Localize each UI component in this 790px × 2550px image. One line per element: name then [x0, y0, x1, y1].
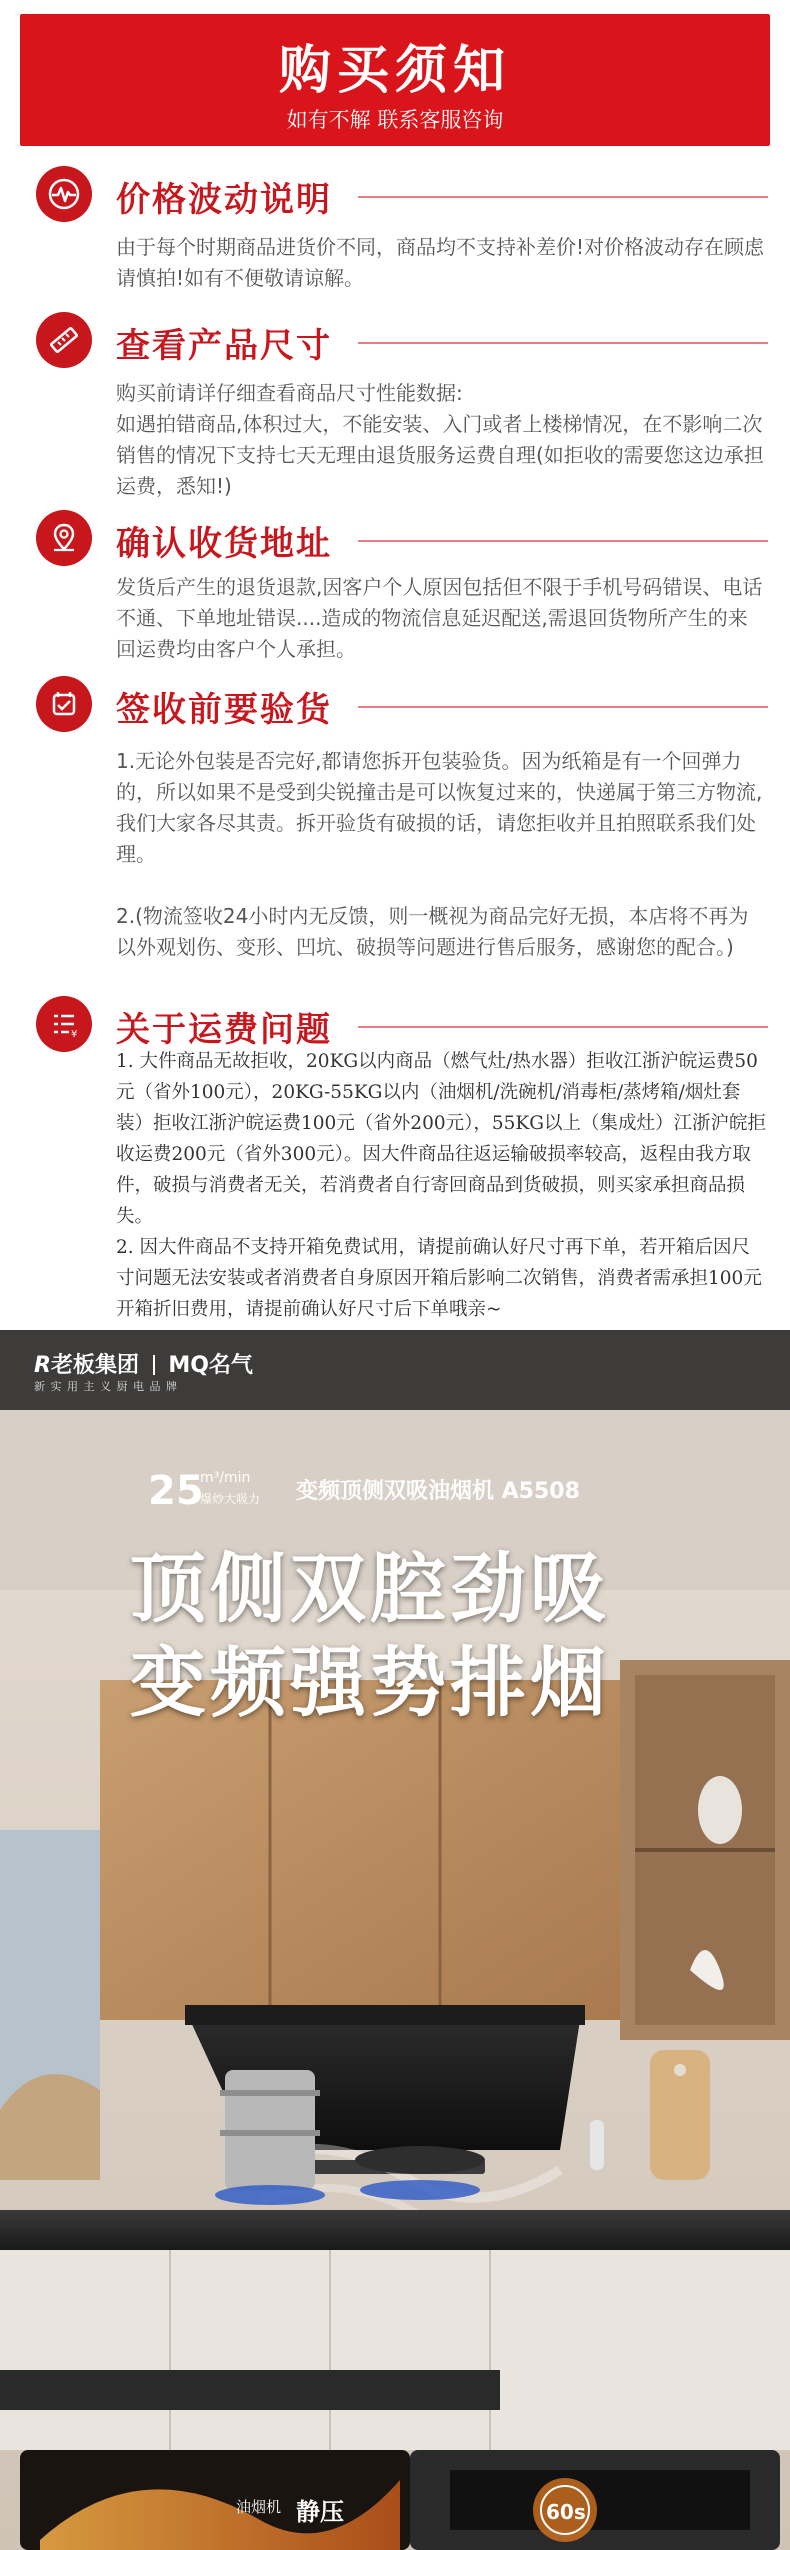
section-paragraph: 购买前请详仔细查看商品尺寸性能数据: [116, 381, 463, 405]
timer-value: 60s [546, 2500, 586, 2524]
badge-value: 静压 [296, 2498, 344, 2526]
brand-name: 老板集团 [50, 1353, 139, 1378]
section-paragraph: 1. 大件商品无故拒收，20KG以内商品（燃气灶/热水器）拒收江浙沪皖运费50元（省外100元），20KG-55KG以内（油烟机/洗碗机/消毒柜/蒸烤箱/烟灶套装）拒收江浙沪皖运费100元（省外200元），55KG以上（集成灶）江浙沪皖拒收运费200元（省外300元）。因大件商品往返运输破损率较高，返程由我方取件，破损与消费者无关，若消费者自行寄回商品到货破损，则买家承担商品损失。 [116, 1051, 767, 1227]
location-icon [36, 510, 92, 566]
divider-line [358, 196, 768, 198]
section-body [116, 1046, 766, 1325]
section-title: 签收前要验货 [116, 690, 332, 730]
notice-banner [0, 0, 790, 150]
divider-line [358, 540, 768, 542]
price-list-icon [36, 996, 92, 1052]
kitchen-scene-illustration [0, 1330, 790, 2550]
section-paragraph: 2. 因大件商品不支持开箱免费试用，请提前确认好尺寸再下单，若开箱后因尺寸问题无法安装或者消费者自身原因开箱后影响二次销售，消费者需承担100元开箱折旧费用，请提前确认好尺寸后下单哦亲~ [116, 1237, 762, 1320]
divider-line [358, 1026, 768, 1028]
product-hero-image [0, 1330, 790, 2550]
section-body [116, 232, 766, 294]
brand-slogan: 新 实 用 主 义 厨 电 品 牌 [34, 1380, 178, 1393]
section-paragraph: 1.无论外包装是否完好,都请您拆开包装验货。因为纸箱是有一个回弹力的，所以如果不是受到尖锐撞击是可以恢复过来的，快递属于第三方物流,我们大家各尽其责。拆开验货有破损的话，请您拒收并且拍照联系我们处理。 [116, 749, 763, 866]
svg-text:¥: ¥ [71, 1029, 78, 1040]
divider-line [358, 706, 768, 708]
headline-primary: 顶侧双腔劲吸 [130, 1544, 610, 1633]
checkbox-icon [36, 676, 92, 732]
section-body [116, 378, 766, 502]
banner-background [20, 14, 770, 146]
logo-divider [153, 1355, 155, 1375]
section-body [116, 746, 766, 963]
section-title: 价格波动说明 [116, 180, 332, 220]
divider-line [358, 342, 768, 344]
section-title: 关于运费问题 [116, 1010, 332, 1050]
section-paragraph: 2.(物流签收24小时内无反馈，则一概视为商品完好无损，本店将不再为以外观划伤、变形、凹坑、破损等问题进行售后服务，感谢您的配合。) [116, 904, 749, 959]
badge-label: 油烟机 [236, 2498, 282, 2516]
airflow-value: 25 [148, 1468, 204, 1514]
section-paragraph: 由于每个时期商品进货价不同，商品均不支持补差价!对价格波动存在顾虑请慎拍!如有不便敬请谅解。 [116, 235, 765, 290]
airflow-label: 爆炒大吸力 [200, 1492, 261, 1506]
headline-secondary: 变频强势排烟 [130, 1638, 610, 1727]
brand-logo: R老板集团 MQ名气 [34, 1353, 253, 1378]
sub-brand-name: MQ名气 [168, 1353, 253, 1378]
pulse-icon [36, 166, 92, 222]
section-paragraph: 发货后产生的退货退款,因客户个人原因包括但不限于手机号码错误、电话不通、下单地址错误....造成的物流信息延迟配送,需退回货物所产生的来回运费均由客户个人承担。 [116, 575, 763, 661]
ruler-icon [36, 312, 92, 368]
banner-subtitle: 如有不解 联系客服咨询 [286, 108, 504, 132]
product-model: 变频顶侧双吸油烟机 A5508 [296, 1479, 580, 1504]
banner-title: 购买须知 [278, 41, 511, 101]
section-title: 查看产品尺寸 [116, 326, 332, 366]
airflow-unit: m³/min [200, 1470, 251, 1486]
section-paragraph: 如遇拍错商品,体积过大，不能安装、入门或者上楼梯情况，在不影响二次销售的情况下支持七天无理由退货服务运费自理(如拒收的需要您这边承担运费，悉知!) [116, 412, 764, 498]
section-body [116, 572, 766, 665]
section-title: 确认收货地址 [116, 524, 332, 564]
